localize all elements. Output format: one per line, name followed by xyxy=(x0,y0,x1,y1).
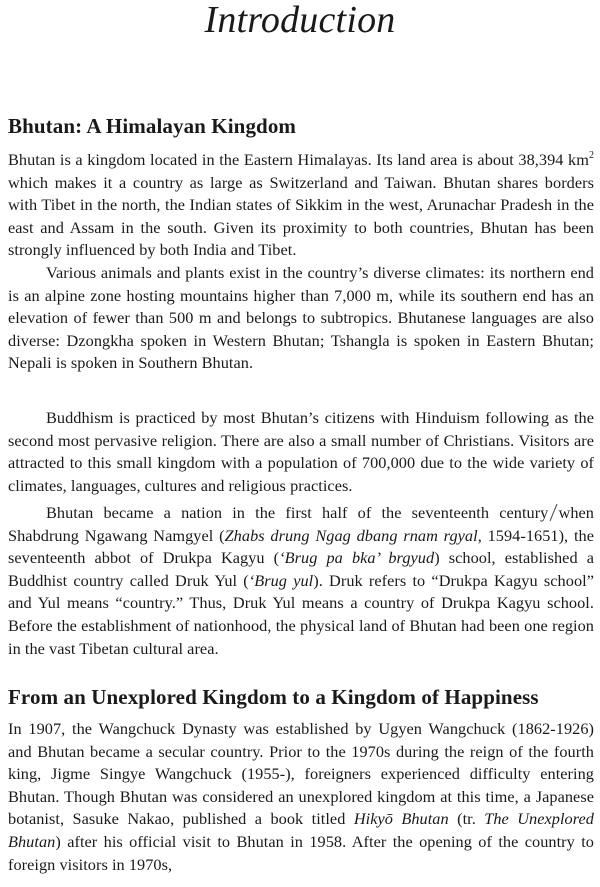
pen-mark-icon xyxy=(547,503,559,523)
italic-book-title: The Unexplored Bhutan xyxy=(8,809,594,851)
text-run: ) school, established a Buddhist country called Druk Yul ( xyxy=(8,548,595,590)
paragraph-climates-languages: Various animals and plants exist in the country’s diverse climates: its northern end is an alpine zone hosting mountains higher than 7,000 m, while its southern end has an elevation of fewer than 500 m and belongs to subtropics. Bhutanese languages are also diverse: Dzongkha spoken in Western Bhutan; Tshangla is spoken in Eastern Bhutan; Nepali is spoken in Southern Bhutan. xyxy=(8,263,594,373)
paragraph-location xyxy=(8,149,594,262)
section-heading-unexplored-kingdom: From an Unexplored Kingdom to a Kingdom of Happiness xyxy=(8,685,539,709)
italic-term: ‘Brug pa bka’ brgyud xyxy=(279,548,435,568)
text-run: Bhutan is a kingdom located in the Eastern Himalayas. Its land area is about 38,394 km xyxy=(8,150,589,169)
italic-book-title: Hikyō Bhutan xyxy=(353,809,449,829)
text-run: ). Druk refers to “Drukpa Kagyu school” and Yul means “country.” Thus, Druk Yul means a country of Drukpa Kagyu school. Before the establishment of nationhood, the physical land of Bhutan had been one region in the vast Tibetan cultural area. xyxy=(8,570,594,658)
superscript: 2 xyxy=(588,150,594,161)
text-run: , 1594-1651), the seventeenth abbot of Drukpa Kagyu ( xyxy=(8,525,594,568)
text-run: (tr. xyxy=(448,809,485,829)
text-run: Bhutan became a nation in the first half of the seventeenth century when Shabdrung Ngawang Namgyel ( xyxy=(8,503,594,545)
italic-term: ‘Brug yul xyxy=(248,570,314,590)
text-run: which makes it a country as large as Switzerland and Taiwan. Bhutan shares borders with Tibet in the north, the Indian states of Sikkim in the west, Arunachar Pradesh in the east and Assam in the south. Given its proximity to both countries, Bhutan has been strongly influenced by both India and Tibet. xyxy=(8,172,594,260)
paragraph-wangchuck-dynasty xyxy=(8,718,594,876)
italic-term: Zhabs drung Ngag dbang rnam rgyal xyxy=(224,525,478,545)
text-run: In 1907, the Wangchuck Dynasty was established by Ugyen Wangchuck (1862-1926) and Bhutan became a secular country. Prior to the 1970s during the reign of the fourth king, Jigme Singye Wangchuck (1955-), foreigners experienced difficulty entering Bhutan. Though Bhutan was considered an unexplored kingdom at this time, a Japanese botanist, Sasuke Nakao, published a book titled xyxy=(8,719,594,829)
paragraph-religion: Buddhism is practiced by most Bhutan’s citizens with Hinduism following as the second most pervasive religion. There are also a small number of Christians. Visitors are attracted to this small kingdom with a population of 700,000 due to the wide variety of climates, languages, cultures and religious practices. xyxy=(8,408,594,495)
paragraph-nationhood xyxy=(8,502,594,660)
page-title: Introduction xyxy=(204,0,396,41)
section-heading-bhutan-himalayan-kingdom: Bhutan: A Himalayan Kingdom xyxy=(8,114,297,138)
text-run: ) after his official visit to Bhutan in 1958. After the opening of the country to foreign visitors in 1970s, xyxy=(8,831,594,874)
